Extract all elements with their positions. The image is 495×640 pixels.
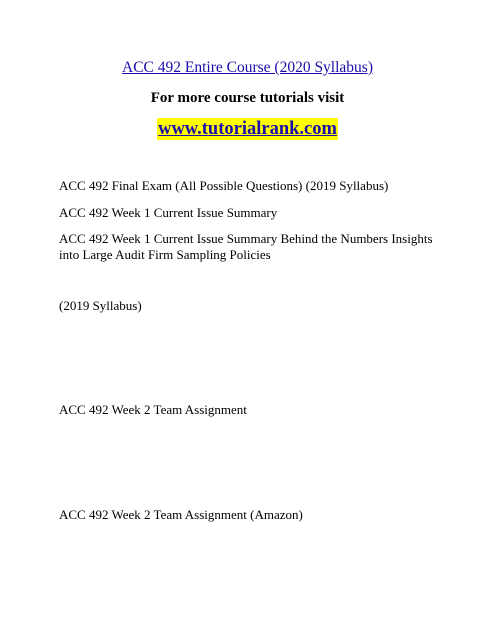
- list-item-final-exam: ACC 492 Final Exam (All Possible Questions) (2019 Syllabus): [59, 178, 389, 193]
- course-title-link[interactable]: ACC 492 Entire Course (2020 Syllabus): [122, 59, 373, 76]
- list-item-week2-team-assignment-amazon: ACC 492 Week 2 Team Assignment (Amazon): [59, 507, 303, 522]
- list-item-week1-summary: ACC 492 Week 1 Current Issue Summary: [59, 205, 278, 220]
- website-link[interactable]: www.tutorialrank.com: [158, 119, 337, 139]
- list-item-week1-summary-behind-numbers: ACC 492 Week 1 Current Issue Summary Behind the Numbers Insights into Large Audit Firm Sampling Policies: [59, 231, 433, 262]
- tutorials-subtitle: For more course tutorials visit: [150, 90, 345, 106]
- site-link-container: [0, 118, 495, 140]
- list-item-syllabus-note: (2019 Syllabus): [59, 298, 142, 313]
- list-item-week2-team-assignment: ACC 492 Week 2 Team Assignment: [59, 402, 247, 417]
